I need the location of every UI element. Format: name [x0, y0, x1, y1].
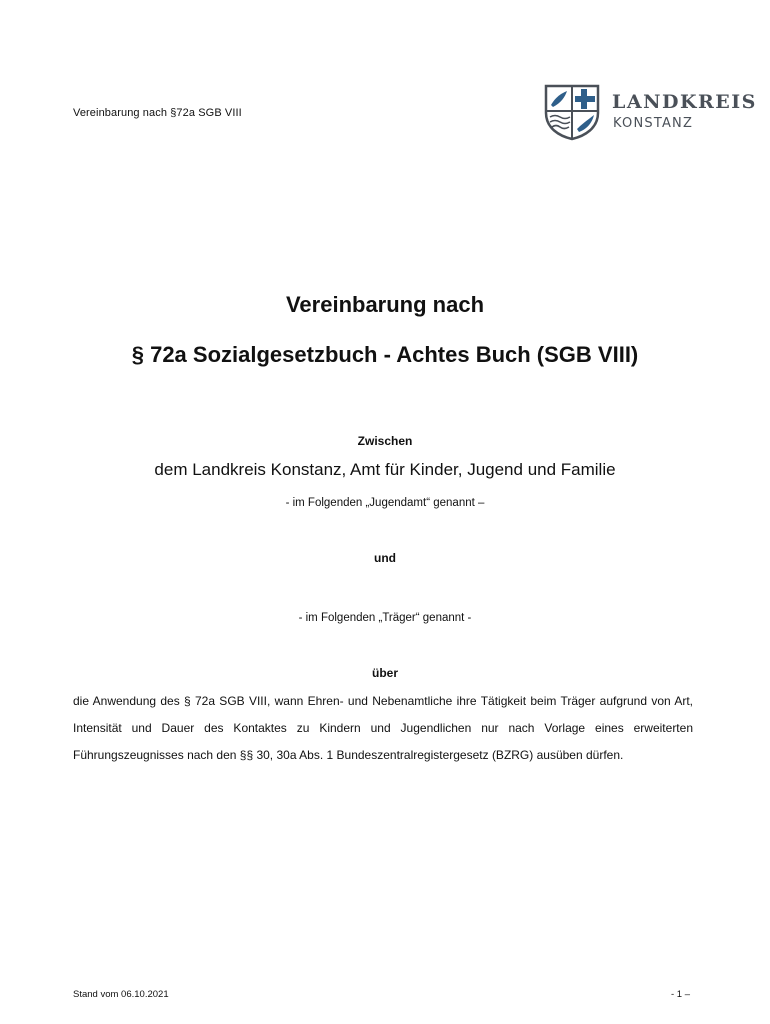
- ueber-label: über: [371, 666, 398, 680]
- und-label: und: [374, 551, 396, 565]
- coat-of-arms-icon: [543, 83, 601, 141]
- footer-date: Stand vom 06.10.2021: [73, 989, 169, 1000]
- landkreis-logo: [543, 83, 757, 141]
- page-number: - 1 –: [670, 989, 690, 1000]
- party1-name: dem Landkreis Konstanz, Amt für Kinder, Jugend und Familie: [154, 460, 616, 479]
- logo-brand-main: LANDKREIS: [612, 91, 757, 113]
- logo-brand-sub: KONSTANZ: [613, 116, 694, 131]
- party2-note: - im Folgenden „Träger“ genannt -: [298, 612, 472, 624]
- document-title-line2: § 72a Sozialgesetzbuch - Achtes Buch (SGB VIII): [131, 342, 639, 367]
- running-header: Vereinbarung nach §72a SGB VIII: [73, 107, 242, 119]
- document-title-line1: Vereinbarung nach: [285, 292, 485, 317]
- party1-note: - im Folgenden „Jugendamt“ genannt –: [285, 497, 485, 509]
- zwischen-label: Zwischen: [357, 434, 413, 448]
- agreement-body-text: die Anwendung des § 72a SGB VIII, wann Ehren- und Nebenamtliche ihre Tätigkeit beim Träger aufgrund von Art, Intensität und Dauer des Kontaktes zu Kindern und Jugendlichen nur nach Vorlage eines erweiterten Führungszeugnisses nach den §§ 30, 30a Abs. 1 Bundeszentralregistergesetz (BZRG) ausüben dürfen.: [73, 694, 693, 762]
